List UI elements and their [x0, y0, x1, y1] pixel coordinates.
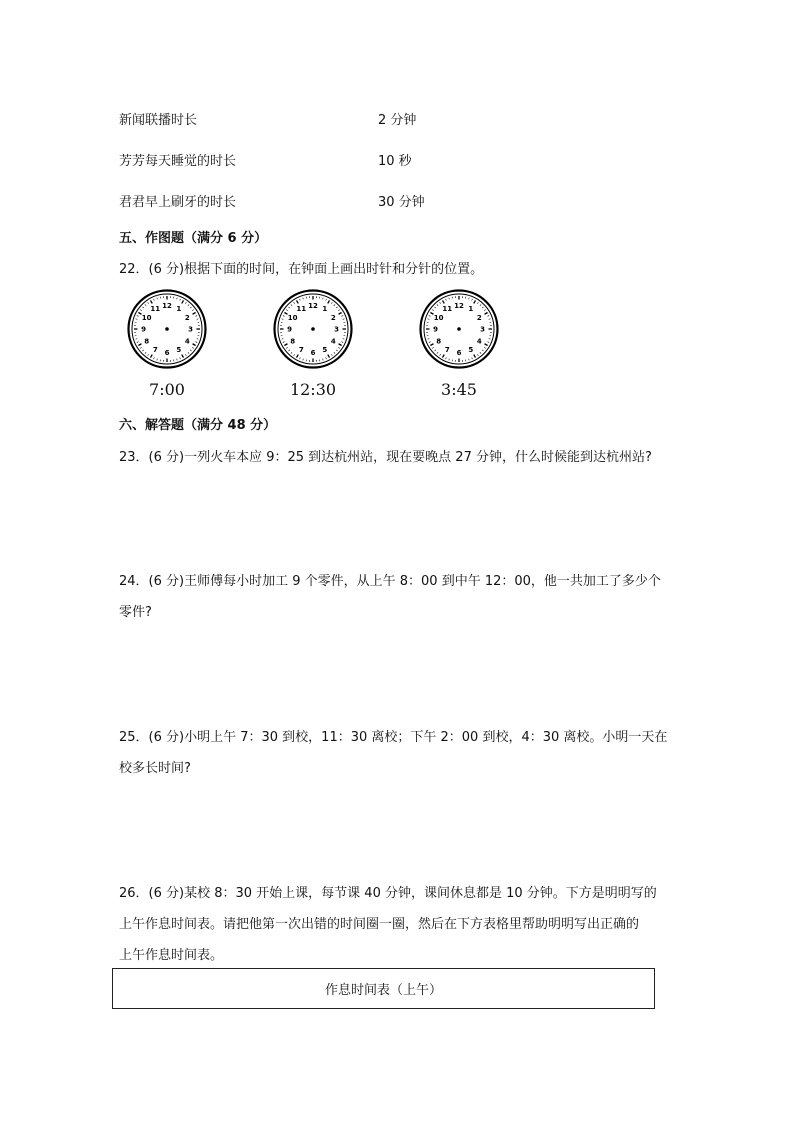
svg-text:10: 10	[141, 313, 152, 322]
svg-text:12: 12	[162, 302, 172, 311]
matching-item-3: 君君早上刷牙的时长	[119, 195, 237, 210]
svg-text:9: 9	[433, 325, 438, 334]
svg-text:10: 10	[287, 313, 298, 322]
clock-face-2[interactable]	[273, 289, 353, 369]
clock-time-label-2: 12:30	[289, 380, 337, 399]
svg-text:7: 7	[444, 345, 450, 354]
svg-text:11: 11	[150, 305, 161, 314]
clock-time-label-3: 3:45	[441, 380, 477, 399]
svg-text:2: 2	[330, 313, 336, 322]
svg-text:2: 2	[476, 313, 482, 322]
svg-text:6: 6	[310, 349, 316, 358]
question-25-line1: 25．(6 分)小明上午 7：30 到校，11：30 离校；下午 2：00 到校，4：30 离校。小明一天在	[119, 730, 668, 745]
svg-text:4: 4	[330, 337, 336, 346]
svg-text:6: 6	[456, 349, 462, 358]
svg-text:3: 3	[188, 325, 193, 334]
question-22: 22．(6 分)根据下面的时间，在钟面上画出时针和分针的位置。	[119, 262, 484, 277]
svg-text:8: 8	[436, 337, 442, 346]
svg-text:12: 12	[454, 302, 464, 311]
svg-text:5: 5	[322, 345, 328, 354]
section5-heading: 五、作图题（满分 6 分）	[119, 231, 268, 246]
matching-value-3: 30 分钟	[378, 195, 425, 210]
svg-text:12: 12	[308, 302, 318, 311]
svg-text:8: 8	[144, 337, 150, 346]
svg-text:7: 7	[152, 345, 158, 354]
matching-item-2: 芳芳每天睡觉的时长	[119, 154, 237, 169]
svg-text:9: 9	[287, 325, 292, 334]
schedule-table	[112, 968, 655, 1009]
clock-face-1[interactable]	[127, 289, 207, 369]
svg-text:6: 6	[164, 349, 170, 358]
svg-text:2: 2	[184, 313, 190, 322]
question-25-line2: 校多长时间?	[119, 761, 191, 776]
clock-face-3[interactable]	[419, 289, 499, 369]
question-23: 23．(6 分)一列火车本应 9：25 到达杭州站，现在要晚点 27 分钟，什么时候能到达杭州站?	[119, 450, 652, 465]
schedule-table-title: 作息时间表（上午）	[324, 983, 442, 998]
svg-text:4: 4	[476, 337, 482, 346]
svg-text:4: 4	[184, 337, 190, 346]
question-26-line3: 上午作息时间表。	[119, 948, 224, 963]
svg-text:5: 5	[176, 345, 182, 354]
svg-text:10: 10	[433, 313, 444, 322]
svg-text:5: 5	[468, 345, 474, 354]
matching-item-1: 新闻联播时长	[119, 113, 198, 128]
matching-value-1: 2 分钟	[378, 113, 417, 128]
clock-time-label-1: 7:00	[149, 380, 185, 399]
svg-text:1: 1	[468, 305, 474, 314]
svg-text:1: 1	[176, 305, 182, 314]
svg-text:8: 8	[290, 337, 296, 346]
svg-text:3: 3	[480, 325, 485, 334]
svg-text:7: 7	[298, 345, 304, 354]
matching-value-2: 10 秒	[378, 154, 412, 169]
svg-text:3: 3	[334, 325, 339, 334]
section6-heading: 六、解答题（满分 48 分）	[119, 418, 277, 433]
question-24-line2: 零件?	[119, 605, 152, 620]
svg-text:1: 1	[322, 305, 328, 314]
question-24-line1: 24．(6 分)王师傅每小时加工 9 个零件，从上午 8：00 到中午 12：00，他一共加工了多少个	[119, 574, 661, 589]
question-26-line1: 26．(6 分)某校 8：30 开始上课，每节课 40 分钟，课间休息都是 10 分钟。下方是明明写的	[119, 886, 657, 901]
svg-text:11: 11	[296, 305, 307, 314]
question-26-line2: 上午作息时间表。请把他第一次出错的时间圈一圈，然后在下方表格里帮助明明写出正确的	[119, 917, 640, 932]
svg-text:9: 9	[141, 325, 146, 334]
svg-text:11: 11	[442, 305, 453, 314]
